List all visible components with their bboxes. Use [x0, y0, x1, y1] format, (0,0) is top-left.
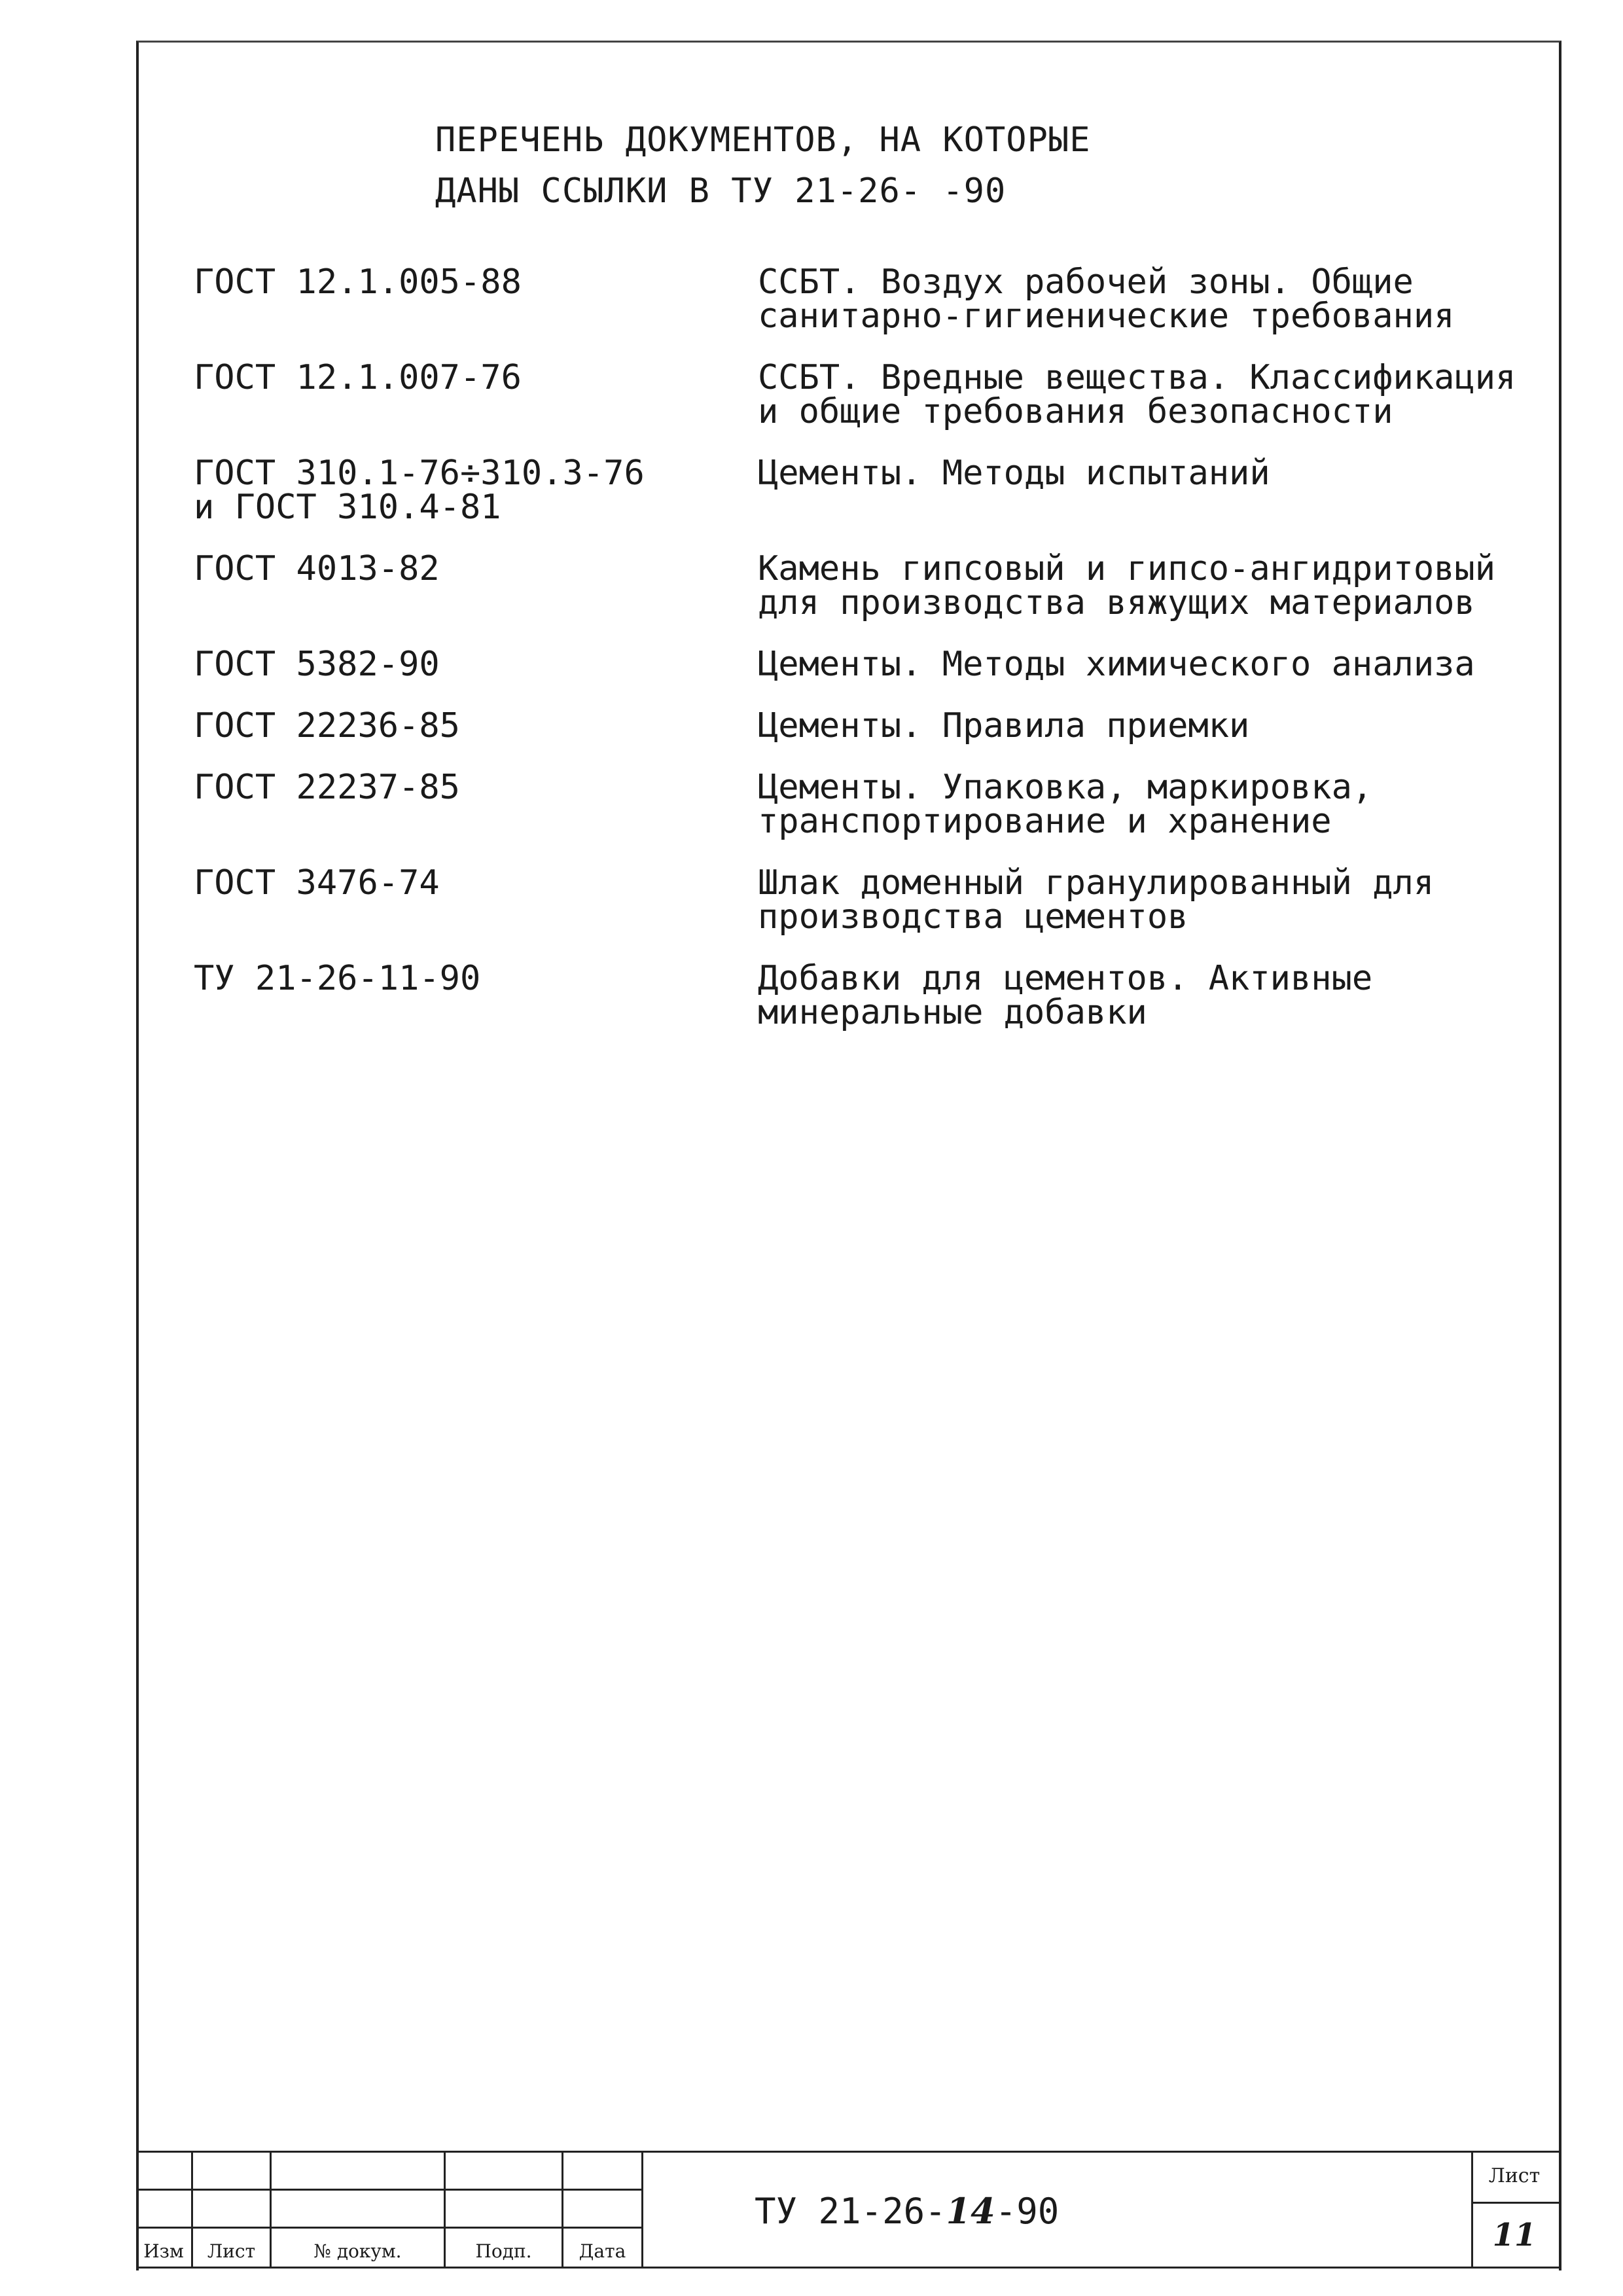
title-line-2: ДАНЫ ССЫЛКИ В ТУ 21-26- -90: [435, 171, 1007, 211]
reference-code: ГОСТ 12.1.007-76: [194, 358, 522, 397]
document-designation: [755, 2190, 1059, 2232]
doc-suffix: -90: [995, 2191, 1060, 2232]
reference-title: Цементы. Методы химического анализа: [758, 645, 1475, 684]
reference-title: ССБТ. Воздух рабочей зоны. Общие санитарно-гигиенические требования: [758, 262, 1455, 336]
stamp-cell-date: [563, 2231, 641, 2265]
stamp-cell-sign: [446, 2231, 562, 2265]
column-label-date: Дата: [579, 2240, 626, 2262]
stamp-cell-doc: [272, 2231, 444, 2265]
reference-row: [194, 863, 1535, 937]
stamp-cell-izm: [136, 2231, 191, 2265]
sheet-number: 11: [1492, 2217, 1537, 2253]
reference-code: ТУ 21-26-11-90: [194, 959, 481, 998]
reference-row: [194, 454, 1535, 527]
reference-title: Шлак доменный гранулированный для производства цементов: [758, 863, 1435, 937]
reference-title: Цементы. Правила приемки: [758, 706, 1250, 745]
reference-row: [194, 961, 1535, 1030]
reference-row: [194, 358, 1535, 431]
column-label-sign: Подп.: [475, 2240, 532, 2262]
column-label-izm: Изм: [143, 2240, 184, 2262]
doc-number-handwritten: 14: [946, 2190, 995, 2232]
reference-code: ГОСТ 5382-90: [194, 645, 440, 684]
reference-list: [194, 262, 1535, 1057]
stamp-divider: [641, 2151, 643, 2269]
reference-code: ГОСТ 22236-85: [194, 706, 460, 745]
reference-row: [194, 706, 1535, 745]
reference-code: ГОСТ 4013-82: [194, 549, 440, 588]
reference-code: ГОСТ 3476-74: [194, 863, 440, 903]
reference-title: Добавки для цементов. Активные минеральные добавки: [758, 959, 1373, 1032]
sheet-label: Лист: [1488, 2164, 1541, 2187]
stamp-divider: [1471, 2151, 1473, 2269]
reference-code: ГОСТ 310.1-76÷310.3-76 и ГОСТ 310.4-81: [194, 454, 645, 527]
reference-code: ГОСТ 22237-85: [194, 768, 460, 807]
title-block: [136, 2151, 1559, 2269]
reference-title: Камень гипсовый и гипсо-ангидритовый для производства вяжущих материалов: [758, 549, 1496, 622]
stamp-top-border: [136, 2151, 1559, 2153]
stamp-cell-list: [193, 2231, 270, 2265]
column-label-doc: № докум.: [313, 2240, 402, 2262]
stamp-row-line: [136, 2189, 643, 2191]
reference-row: [194, 549, 1535, 622]
title-line-1: ПЕРЕЧЕНЬ ДОКУМЕНТОВ, НА КОТОРЫЕ: [435, 120, 1091, 160]
doc-prefix: ТУ 21-26-: [755, 2191, 946, 2232]
reference-title: Цементы. Упаковка, маркировка, транспортирование и хранение: [758, 768, 1373, 841]
reference-code: ГОСТ 12.1.005-88: [194, 262, 522, 302]
reference-row: [194, 645, 1535, 684]
reference-row: [194, 262, 1535, 336]
column-label-list: Лист: [207, 2240, 256, 2262]
reference-row: [194, 768, 1535, 841]
stamp-row-line: [1471, 2202, 1559, 2204]
reference-title: Цементы. Методы испытаний: [758, 454, 1270, 493]
stamp-bottom-border: [136, 2267, 1559, 2269]
stamp-row-line: [136, 2227, 643, 2229]
reference-title: ССБТ. Вредные вещества. Классификация и общие требования безопасности: [758, 358, 1516, 431]
document-title: [435, 115, 1091, 217]
